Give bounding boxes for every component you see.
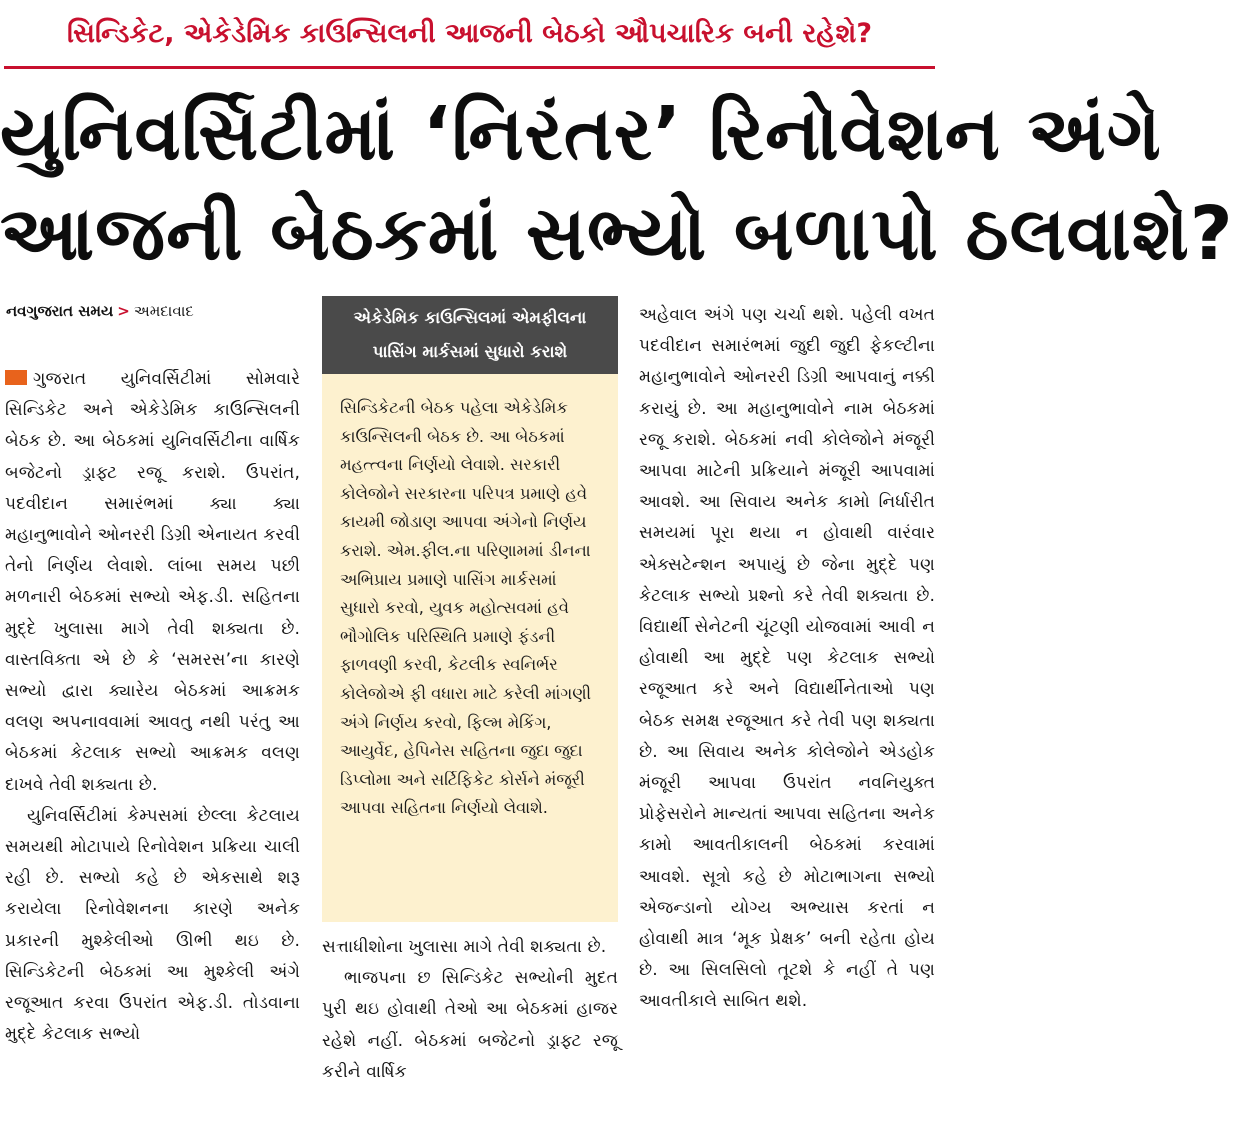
headline-line-1: યુનિવર્સિટીમાં ‘નિરંતર’ રિનોવેશન અંગે xyxy=(0,91,1162,177)
article-paragraph: સત્તાધીશોના ખુલાસા માગે તેવી શક્યતા છે. xyxy=(322,937,607,957)
sidebar-box-title xyxy=(322,296,618,374)
byline-city: અમદાવાદ xyxy=(133,302,194,320)
byline xyxy=(6,302,306,326)
paragraph-marker-icon xyxy=(5,370,27,385)
byline-source: નવગુજરાત સમય xyxy=(6,302,114,320)
article-paragraph: અહેવાલ અંગે પણ ચર્ચા થશે. પહેલી વખત પદવીદાન સમારંભમાં જુદી જુદી ફેકલ્ટીના મહાનુભાવોને ઓનરરી ડિગ્રી આપવાનું નક્કી કરાયું છે. આ મહાનુભાવોને નામ બેઠકમાં રજૂ કરાશે. બેઠકમાં નવી કોલેજોને મંજૂરી આપવા માટેની પ્રક્રિયાને મંજૂરી આપવામાં આવશે. આ સિવાય અનેક કામો નિર્ધારીત સમયમાં પૂરા થયા ન હોવાથી વારંવાર એક્સટેન્શન અપાયું છે જેના મુદ્દે પણ કેટલાક સભ્યો પ્રશ્નો કરે તેવી શક્યતા છે. વિદ્યાર્થી સેનેટની ચૂંટણી યોજવામાં આવી ન હોવાથી આ મુદ્દે પણ કેટલાક સભ્યો રજૂઆત કરે અને વિદ્યાર્થીનેતાઓ પણ બેઠક સમક્ષ રજૂઆત કરે તેવી પણ શક્યતા છે. આ સિવાય અનેક કોલેજોને એડહોક મંજૂરી આપવા ઉપરાંત નવનિયુક્ત પ્રોફેસરોને માન્યતાં આપવા સહિતના અનેક કામો આવતીકાલની બેઠકમાં કરવામાં આવશે. સૂત્રો કહે છે મોટાભાગના સભ્યો એજન્ડાનો યોગ્ય અભ્યાસ કરતાં ન હોવાથી માત્ર ‘મૂક પ્રેક્ષક’ બની રહેતા હોય છે. આ સિલસિલો તૂટશે કે નહીં તે પણ આવતીકાલે સાબિત થશે. xyxy=(639,305,935,1012)
article-column-2 xyxy=(322,932,618,1134)
sidebar-text: સિન્ડિકેટની બેઠક પહેલા એકેડેમિક કાઉન્સિલની બેઠક છે. આ બેઠકમાં મહત્ત્વના નિર્ણયો લેવાશે. સરકારી કોલેજોને સરકારના પરિપત્ર પ્રમાણે હવે કાયમી જોડાણ આપવા અંગેનો નિર્ણય કરાશે. એમ.ફીલ.ના પરિણામમાં ડીનના અભિપ્રાય પ્રમાણે પાસિંગ માર્કસમાં સુધારો કરવો, યુવક મહોત્સવમાં હવે ભૌગોલિક પરિસ્થિતિ પ્રમાણે ફંડની ફાળવણી કરવી, કેટલીક સ્વનિર્ભર કોલેજોએ ફી વધારા માટે કરેલી માંગણી અંગે નિર્ણય કરવો, ફિલ્મ મેકિંગ, આયુર્વેદ, હેપિનેસ સહિતના જુદા જુદા ડિપ્લોમા અને સર્ટિફિકેટ કોર્સને મંજૂરી આપવા સહિતના નિર્ણયો લેવાશે. xyxy=(340,398,592,818)
article-text: ગુજરાત યુનિવર્સિટીમાં સોમવારે સિન્ડિકેટ અને એકેડેમિક કાઉન્સિલની બેઠક છે. આ બેઠકમાં યુનિવર્સિટીના વાર્ષિક બજેટનો ડ્રાફ્ટ રજૂ કરાશે. ઉપરાંત, પદવીદાન સમારંભમાં ક્યા ક્યા મહાનુભાવોને ઓનરરી ડિગ્રી એનાયત કરવી તેનો નિર્ણય લેવાશે. લાંબા સમય પછી મળનારી બેઠકમાં સભ્યો એફ.ડી. સહિતના મુદ્દે ખુલાસા માગે તેવી શક્યતા છે. વાસ્તવિક્તા એ છે કે ‘સમરસ’ના કારણે સભ્યો દ્વારા ક્યારેય બેઠકમાં આક્રમક વલણ અપનાવવામાં આવતુ નથી પરંતુ આ બેઠકમાં કેટલાક સભ્યો આક્રમક વલણ દાખવે તેવી શક્યતા છે. xyxy=(5,369,300,795)
article-column-1 xyxy=(5,364,300,1134)
article-column-3 xyxy=(639,300,935,1134)
article-paragraph: યુનિવર્સિટીમાં કેમ્પસમાં છેલ્લા કેટલાય સમયથી મોટાપાયે રિનોવેશન પ્રક્રિયા ચાલી રહી છે. સભ્યો કહે છે એકસાથે શરૂ કરાયેલા રિનોવેશનના કારણે અનેક પ્રકારની મુશ્કેલીઓ ઊભી થઇ છે. સિન્ડિકેટની બેઠકમાં આ મુશ્કેલી અંગે રજૂઆત કરવા ઉપરાંત એફ.ડી. તોડવાના મુદ્દે કેટલાક સભ્યો xyxy=(5,805,300,1045)
red-rule-divider xyxy=(4,66,935,69)
article-paragraph: ભાજપના છ સિન્ડિકેટ સભ્યોની મુદત પુરી થઇ હોવાથી તેઓ આ બેઠકમાં હાજર રહેશે નહીં. બેઠકમાં બજેટનો ડ્રાફ્ટ રજૂ કરીને વાર્ષિક xyxy=(322,968,618,1082)
sidebar-title-line-1: એકેડેમિક કાઉન્સિલમાં એમફીલના xyxy=(353,308,587,327)
sidebar-title-line-2: પાસિંગ માર્કસમાં સુધારો કરાશે xyxy=(372,342,568,361)
headline-line-2: આજની બેઠકમાં સભ્યો બળાપો ઠલવાશે? xyxy=(0,191,1234,277)
kicker-headline: સિન્ડિકેટ, એકેડેમિક કાઉન્સિલની આજની બેઠકો ઔપચારિક બની રહેશે? xyxy=(67,18,872,49)
article-paragraph xyxy=(5,364,300,801)
sidebar-box-body xyxy=(322,374,618,922)
byline-arrow-icon: > xyxy=(117,302,130,320)
